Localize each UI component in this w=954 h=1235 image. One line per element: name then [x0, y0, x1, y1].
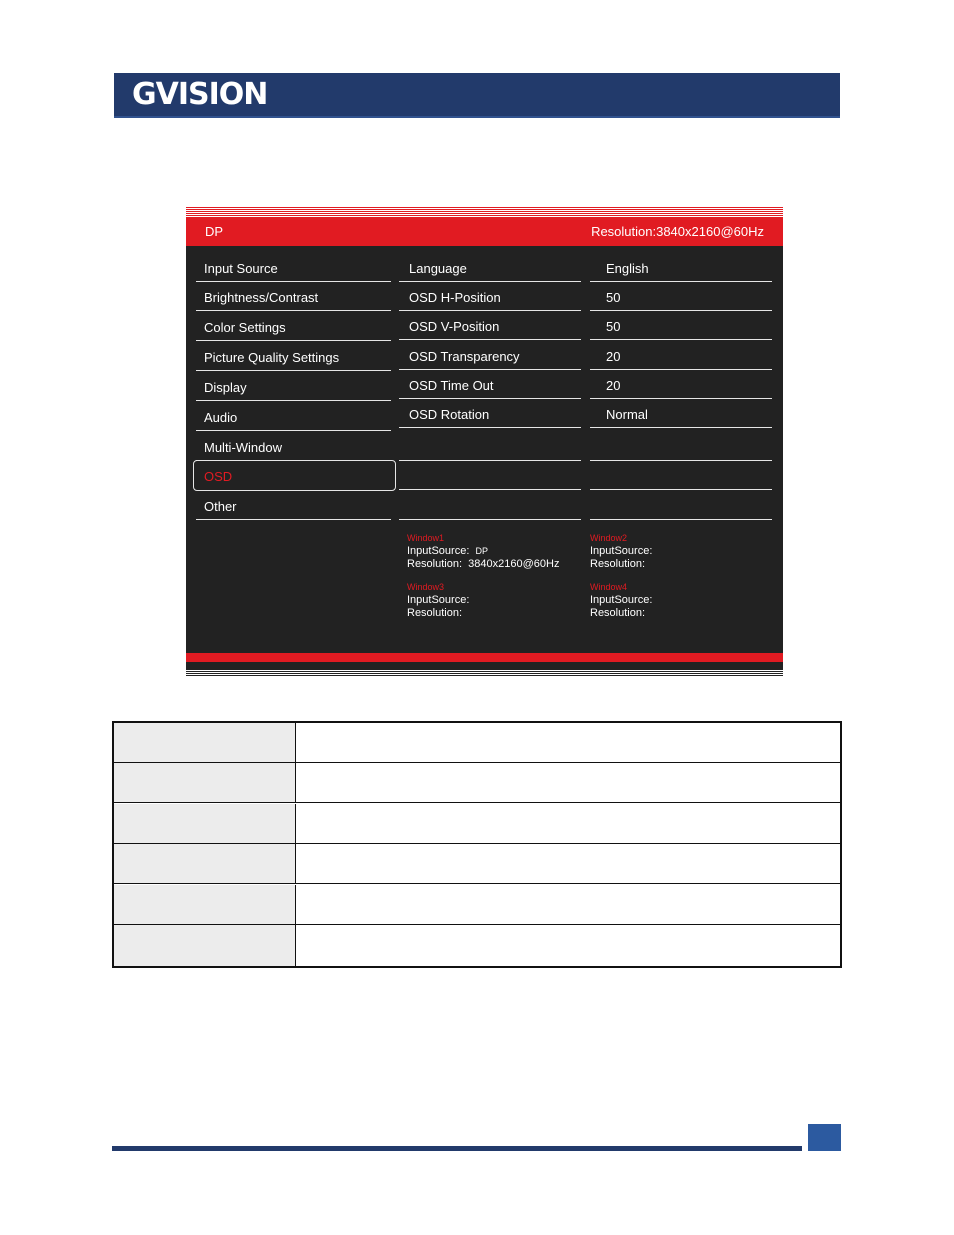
page-number-box — [808, 1124, 841, 1151]
setting-value-time-out[interactable]: 20 — [590, 370, 772, 399]
menu-item-display[interactable]: Display — [196, 372, 391, 401]
setting-label-language[interactable]: Language — [399, 253, 581, 282]
table-key-cell — [114, 925, 296, 966]
setting-label-transparency[interactable]: OSD Transparency — [399, 341, 581, 370]
table-value-cell — [296, 763, 840, 802]
setting-label-time-out[interactable]: OSD Time Out — [399, 370, 581, 399]
table-key-cell — [114, 844, 296, 883]
table-row — [114, 804, 840, 844]
menu-item-brightness-contrast[interactable]: Brightness/Contrast — [196, 282, 391, 311]
window-resolution-line: Resolution: — [590, 558, 646, 570]
window-title: Window3 — [407, 582, 445, 592]
window4-info — [590, 581, 652, 620]
window-title: Window4 — [590, 582, 628, 592]
setting-label-h-position[interactable]: OSD H-Position — [399, 282, 581, 311]
table-value-cell — [296, 844, 840, 883]
menu-item-osd[interactable]: OSD — [193, 460, 396, 491]
menu-item-audio[interactable]: Audio — [196, 402, 391, 431]
spec-table — [112, 721, 842, 968]
menu-item-color-settings[interactable]: Color Settings — [196, 312, 391, 341]
window-resolution-line: Resolution: 3840x2160@60Hz — [407, 558, 560, 570]
window-input-line: InputSource: — [590, 545, 653, 557]
osd-source: DP — [205, 224, 224, 239]
table-key-cell — [114, 885, 296, 924]
window-input-line: InputSource: DP — [407, 545, 489, 557]
setting-value-h-position[interactable]: 50 — [590, 282, 772, 311]
window-title: Window2 — [590, 533, 628, 543]
table-key-cell — [114, 763, 296, 802]
gvision-logo: GVISION — [132, 77, 268, 112]
osd-bottom-stripes — [186, 670, 783, 677]
menu-item-input-source[interactable]: Input Source — [196, 253, 391, 282]
setting-value-empty — [590, 491, 772, 520]
osd-screenshot — [186, 207, 783, 677]
table-value-cell — [296, 723, 840, 762]
menu-item-multi-window[interactable]: Multi-Window — [196, 432, 391, 461]
osd-header — [186, 217, 783, 246]
setting-label-empty — [399, 432, 581, 461]
setting-label-rotation[interactable]: OSD Rotation — [399, 399, 581, 428]
table-row — [114, 844, 840, 884]
window-input-line: InputSource: — [407, 594, 470, 606]
window-resolution-line: Resolution: — [407, 607, 463, 619]
table-key-cell — [114, 804, 296, 843]
table-row — [114, 925, 840, 966]
osd-resolution: Resolution:3840x2160@60Hz — [591, 224, 764, 239]
table-key-cell — [114, 723, 296, 762]
setting-value-rotation[interactable]: Normal — [590, 399, 772, 428]
osd-top-stripes — [186, 207, 783, 217]
table-row — [114, 723, 840, 763]
setting-label-empty — [399, 461, 581, 490]
header-bar — [114, 73, 840, 118]
table-value-cell — [296, 925, 840, 966]
window1-info — [407, 532, 559, 571]
table-value-cell — [296, 885, 840, 924]
window3-info — [407, 581, 469, 620]
table-row — [114, 763, 840, 803]
setting-value-empty — [590, 432, 772, 461]
window-title: Window1 — [407, 533, 445, 543]
osd-bottom-bar — [186, 653, 783, 662]
table-row — [114, 885, 840, 925]
menu-item-picture-quality[interactable]: Picture Quality Settings — [196, 342, 391, 371]
window2-info — [590, 532, 652, 571]
window-resolution-line: Resolution: — [590, 607, 646, 619]
window-input-line: InputSource: — [590, 594, 653, 606]
setting-label-empty — [399, 491, 581, 520]
menu-item-other[interactable]: Other — [196, 491, 391, 520]
setting-value-language[interactable]: English — [590, 253, 772, 282]
table-value-cell — [296, 804, 840, 843]
setting-label-v-position[interactable]: OSD V-Position — [399, 311, 581, 340]
setting-value-v-position[interactable]: 50 — [590, 311, 772, 340]
setting-value-empty — [590, 461, 772, 490]
setting-value-transparency[interactable]: 20 — [590, 341, 772, 370]
footer-bar — [112, 1146, 802, 1151]
